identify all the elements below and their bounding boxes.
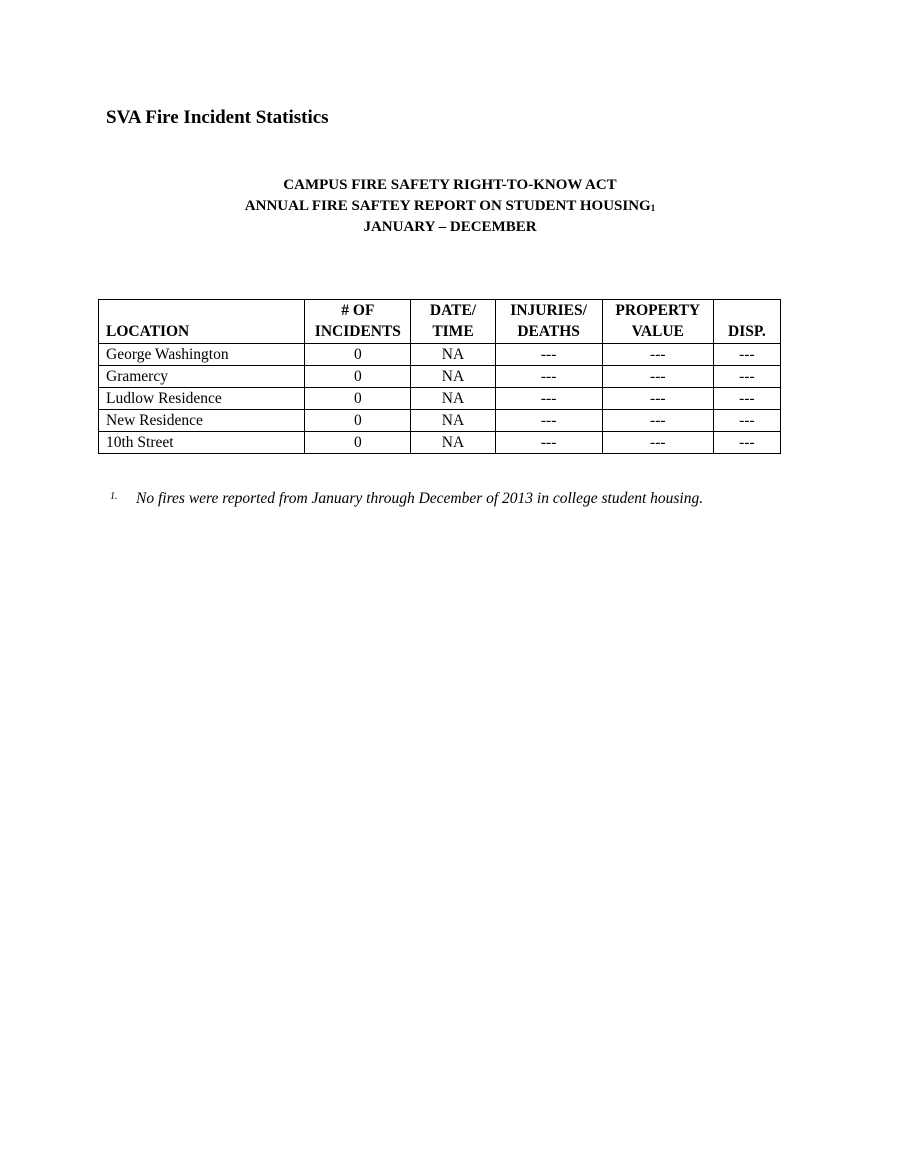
cell-location: Ludlow Residence <box>99 388 305 410</box>
cell-property-value: --- <box>602 366 713 388</box>
cell-location: New Residence <box>99 410 305 432</box>
table-header-row <box>99 300 781 344</box>
cell-injuries-deaths: --- <box>495 432 602 454</box>
footnote <box>110 490 830 508</box>
column-header-location: LOCATION <box>99 300 305 344</box>
cell-date-time: NA <box>411 388 495 410</box>
cell-disposition: --- <box>713 388 780 410</box>
footnote-marker: 1. <box>110 491 118 502</box>
footnote-text: No fires were reported from January through December of 2013 in college student housing. <box>136 490 704 507</box>
cell-incidents: 0 <box>305 410 411 432</box>
table-row <box>99 432 781 454</box>
cell-injuries-deaths: --- <box>495 366 602 388</box>
cell-property-value: --- <box>602 344 713 366</box>
cell-date-time: NA <box>411 410 495 432</box>
cell-location: 10th Street <box>99 432 305 454</box>
cell-date-time: NA <box>411 344 495 366</box>
cell-date-time: NA <box>411 366 495 388</box>
column-header-injuries-deaths: INJURIES/ DEATHS <box>495 300 602 344</box>
cell-location: Gramercy <box>99 366 305 388</box>
column-header-property-value: PROPERTY VALUE <box>602 300 713 344</box>
cell-disposition: --- <box>713 366 780 388</box>
table-row <box>99 410 781 432</box>
cell-disposition: --- <box>713 410 780 432</box>
cell-property-value: --- <box>602 388 713 410</box>
cell-disposition: --- <box>713 344 780 366</box>
cell-injuries-deaths: --- <box>495 410 602 432</box>
cell-incidents: 0 <box>305 366 411 388</box>
fire-incident-table <box>98 299 781 454</box>
table-row <box>99 388 781 410</box>
column-header-disposition: DISP. <box>713 300 780 344</box>
cell-disposition: --- <box>713 432 780 454</box>
cell-property-value: --- <box>602 410 713 432</box>
cell-location: George Washington <box>99 344 305 366</box>
header-line-report <box>0 196 900 217</box>
header-line-report-text: ANNUAL FIRE SAFTEY REPORT ON STUDENT HOUSING <box>244 198 651 214</box>
cell-date-time: NA <box>411 432 495 454</box>
cell-incidents: 0 <box>305 344 411 366</box>
column-header-incidents: # OF INCIDENTS <box>305 300 411 344</box>
cell-incidents: 0 <box>305 388 411 410</box>
cell-property-value: --- <box>602 432 713 454</box>
report-header <box>0 175 900 238</box>
cell-incidents: 0 <box>305 432 411 454</box>
column-header-date-time: DATE/ TIME <box>411 300 495 344</box>
document-title: SVA Fire Incident Statistics <box>106 107 329 128</box>
cell-injuries-deaths: --- <box>495 388 602 410</box>
header-footnote-ref: 1 <box>650 203 656 213</box>
header-line-act: CAMPUS FIRE SAFETY RIGHT-TO-KNOW ACT <box>283 177 617 193</box>
table-row <box>99 366 781 388</box>
cell-injuries-deaths: --- <box>495 344 602 366</box>
table-row <box>99 344 781 366</box>
header-line-period: JANUARY – DECEMBER <box>363 219 537 235</box>
